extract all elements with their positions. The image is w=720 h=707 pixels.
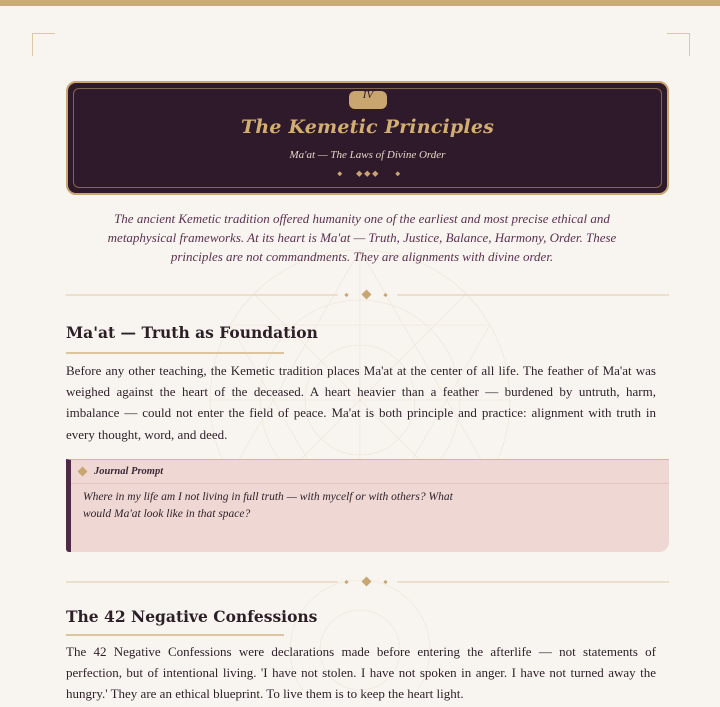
page-subtitle: Ma'at — The Laws of Divine Order [289,149,446,161]
journal-prompt-card [66,459,669,552]
section-divider [66,575,669,589]
section-body-confessions: The 42 Negative Confessions were declarations made before entering the afterlife — not statements of perfection, but of intentional living. 'I have not stolen. I have not spoken in anger. I have not turned away the hungry.' They are an ethical blueprint. To live them is to keep the heart light. [66,644,656,702]
journal-prompt-text: Where in my life am I not living in full truth — with mycelf or with others? What would Ma'at look like in that space? [83,491,453,520]
header-diamond-ornament [336,169,402,179]
chapter-number-badge: IV [349,91,387,109]
journal-prompt-label: Journal Prompt [94,466,164,477]
diamond-icon [78,467,88,477]
page-title: The Kemetic Principles [240,116,494,138]
section-title-confessions: The 42 Negative Confessions [66,607,318,626]
section-divider [66,288,669,302]
journal-prompt-separator [71,483,669,484]
section-body-maat: Before any other teaching, the Kemetic tradition places Ma'at at the center of all life. The feather of Ma'at was weighed against the heart of the deceased. A heart heavier than a feather — burdened by untruth, harm, imbalance — could not enter the field of peace. Ma'at is both principle and practice: alignment with truth in every thought, word, and deed. [66,363,656,442]
chapter-header [66,81,669,195]
intro-paragraph: The ancient Kemetic tradition offered humanity one of the earliest and most precise ethical and metaphysical frameworks. At its heart is Ma'at — Truth, Justice, Balance, Harmony, Order. These principles are not commandments. They are alignments with divine order. [107,211,617,264]
section-title-maat: Ma'at — Truth as Foundation [66,323,318,342]
top-accent-bar [0,0,720,6]
journal-prompt-header [79,466,163,477]
section-title-underline [66,634,284,636]
section-title-underline [66,352,284,354]
corner-ornament-right [667,33,690,56]
corner-ornament-left [32,33,55,56]
